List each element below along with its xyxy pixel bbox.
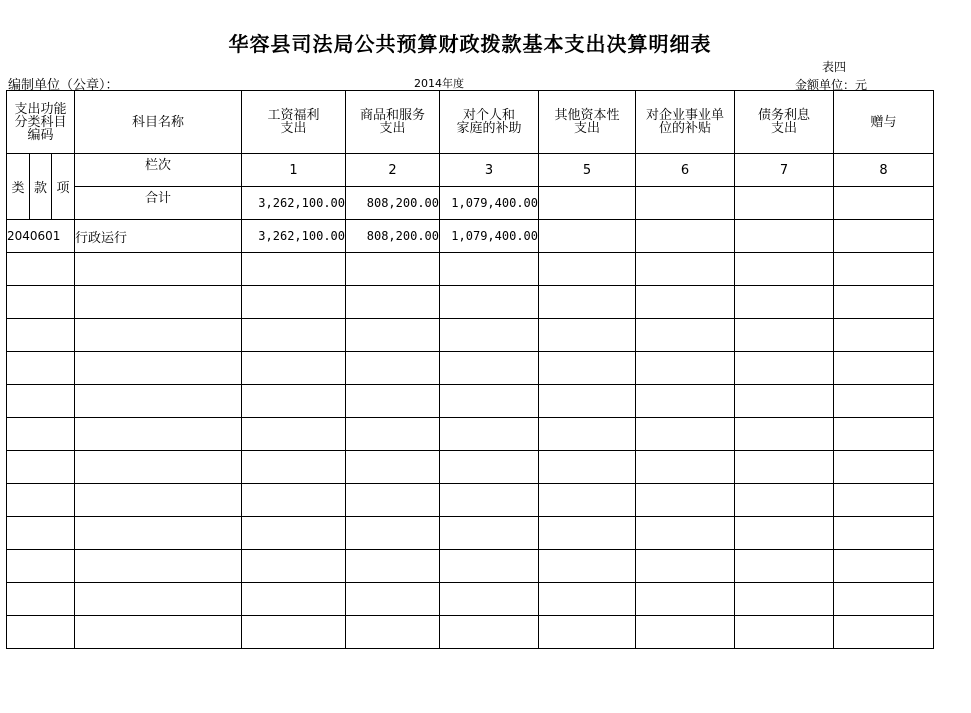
total-personal-subsidy: 1,079,400.00 — [440, 187, 539, 220]
fiscal-year: 2014年度 — [414, 77, 464, 90]
total-row — [7, 187, 934, 220]
amount-unit-label: 金额单位：元 — [795, 78, 868, 92]
total-other-capital — [539, 187, 636, 220]
header-row — [7, 91, 934, 154]
column-no: 5 — [539, 154, 636, 187]
empty-row — [7, 319, 934, 352]
column-number-row — [7, 154, 934, 187]
empty-row — [7, 385, 934, 418]
total-enterprise-subsidy — [636, 187, 735, 220]
column-no: 3 — [440, 154, 539, 187]
cell-debt-interest — [735, 220, 834, 253]
total-goods-services: 808,200.00 — [346, 187, 440, 220]
empty-row — [7, 352, 934, 385]
row-label-column-no: 栏次 — [75, 154, 242, 187]
sub-head-item: 项 — [52, 154, 75, 220]
empty-row — [7, 451, 934, 484]
table-row — [7, 220, 934, 253]
column-no: 8 — [834, 154, 934, 187]
empty-row — [7, 616, 934, 649]
compiling-unit-label: 编制单位（公章）： — [8, 78, 119, 93]
sub-head-class: 类 — [7, 154, 30, 220]
cell-personal-subsidy: 1,079,400.00 — [440, 220, 539, 253]
column-header-donation: 赠与 — [834, 91, 934, 154]
empty-row — [7, 253, 934, 286]
column-header-goods-services: 商品和服务 支出 — [346, 91, 440, 154]
cell-salary: 3,262,100.00 — [242, 220, 346, 253]
empty-row — [7, 517, 934, 550]
cell-donation — [834, 220, 934, 253]
column-no: 6 — [636, 154, 735, 187]
table-number: 表四 — [822, 60, 847, 74]
subject-name-header: 科目名称 — [75, 91, 242, 154]
total-label: 合计 — [75, 187, 242, 220]
code-column-header: 支出功能 分类科目 编码 — [7, 91, 75, 154]
sub-head-section: 款 — [30, 154, 52, 220]
column-header-debt-interest: 债务利息 支出 — [735, 91, 834, 154]
total-donation — [834, 187, 934, 220]
column-header-enterprise-subsidy: 对企业事业单 位的补贴 — [636, 91, 735, 154]
subject-name: 行政运行 — [75, 220, 242, 253]
empty-row — [7, 286, 934, 319]
cell-other-capital — [539, 220, 636, 253]
column-no: 2 — [346, 154, 440, 187]
empty-row — [7, 550, 934, 583]
column-no: 1 — [242, 154, 346, 187]
column-no: 7 — [735, 154, 834, 187]
expenditure-table — [6, 90, 934, 649]
total-salary: 3,262,100.00 — [242, 187, 346, 220]
total-debt-interest — [735, 187, 834, 220]
empty-row — [7, 418, 934, 451]
page-title: 华容县司法局公共预算财政拨款基本支出决算明细表 — [228, 32, 712, 56]
column-header-personal-subsidy: 对个人和 家庭的补助 — [440, 91, 539, 154]
empty-row — [7, 583, 934, 616]
column-header-salary: 工资福利 支出 — [242, 91, 346, 154]
column-header-other-capital: 其他资本性 支出 — [539, 91, 636, 154]
subject-code: 2040601 — [7, 220, 75, 253]
cell-enterprise-subsidy — [636, 220, 735, 253]
empty-row — [7, 484, 934, 517]
cell-goods-services: 808,200.00 — [346, 220, 440, 253]
